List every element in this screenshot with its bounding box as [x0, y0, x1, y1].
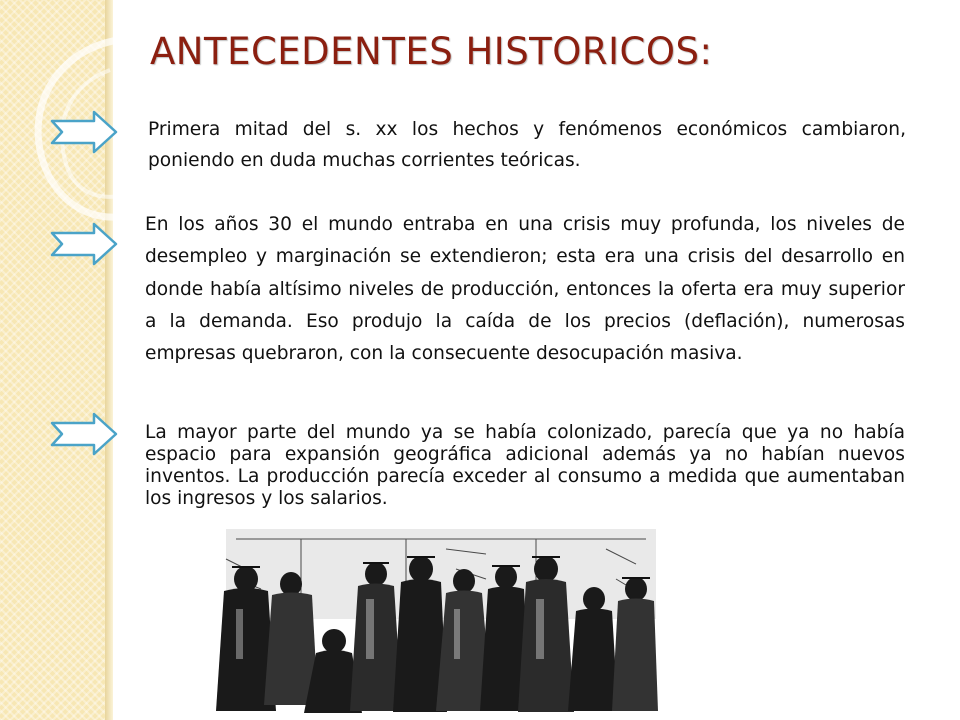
arrow-right-icon	[50, 222, 118, 266]
bullet-text-1: Primera mitad del s. xx los hechos y fenómenos económicos cambiaron, poniendo en duda muchas corrientes teóricas.	[148, 119, 906, 171]
unemployed-men-sketch-icon	[206, 529, 684, 720]
bullet-text-3: La mayor parte del mundo ya se había colonizado, parecía que ya no había espacio para expansión geográfica adicional además ya no habían nuevos inventos. La producción parecía exceder al consumo a medida que aumentaban los ingresos y los salarios.	[145, 422, 905, 509]
arrow-right-icon	[50, 110, 118, 154]
slide-title: ANTECEDENTES HISTORICOS:	[150, 30, 713, 73]
bullet-text-2: En los años 30 el mundo entraba en una crisis muy profunda, los niveles de desempleo y marginación se extendieron; esta era una crisis del desarrollo en donde había altísimo niveles de producción, entonces la oferta era muy superior a la demanda. Eso produjo la caída de los precios (deflación), numerosas empresas quebraron, con la consecuente desocupación masiva.	[145, 214, 905, 365]
arrow-right-icon	[50, 412, 118, 456]
